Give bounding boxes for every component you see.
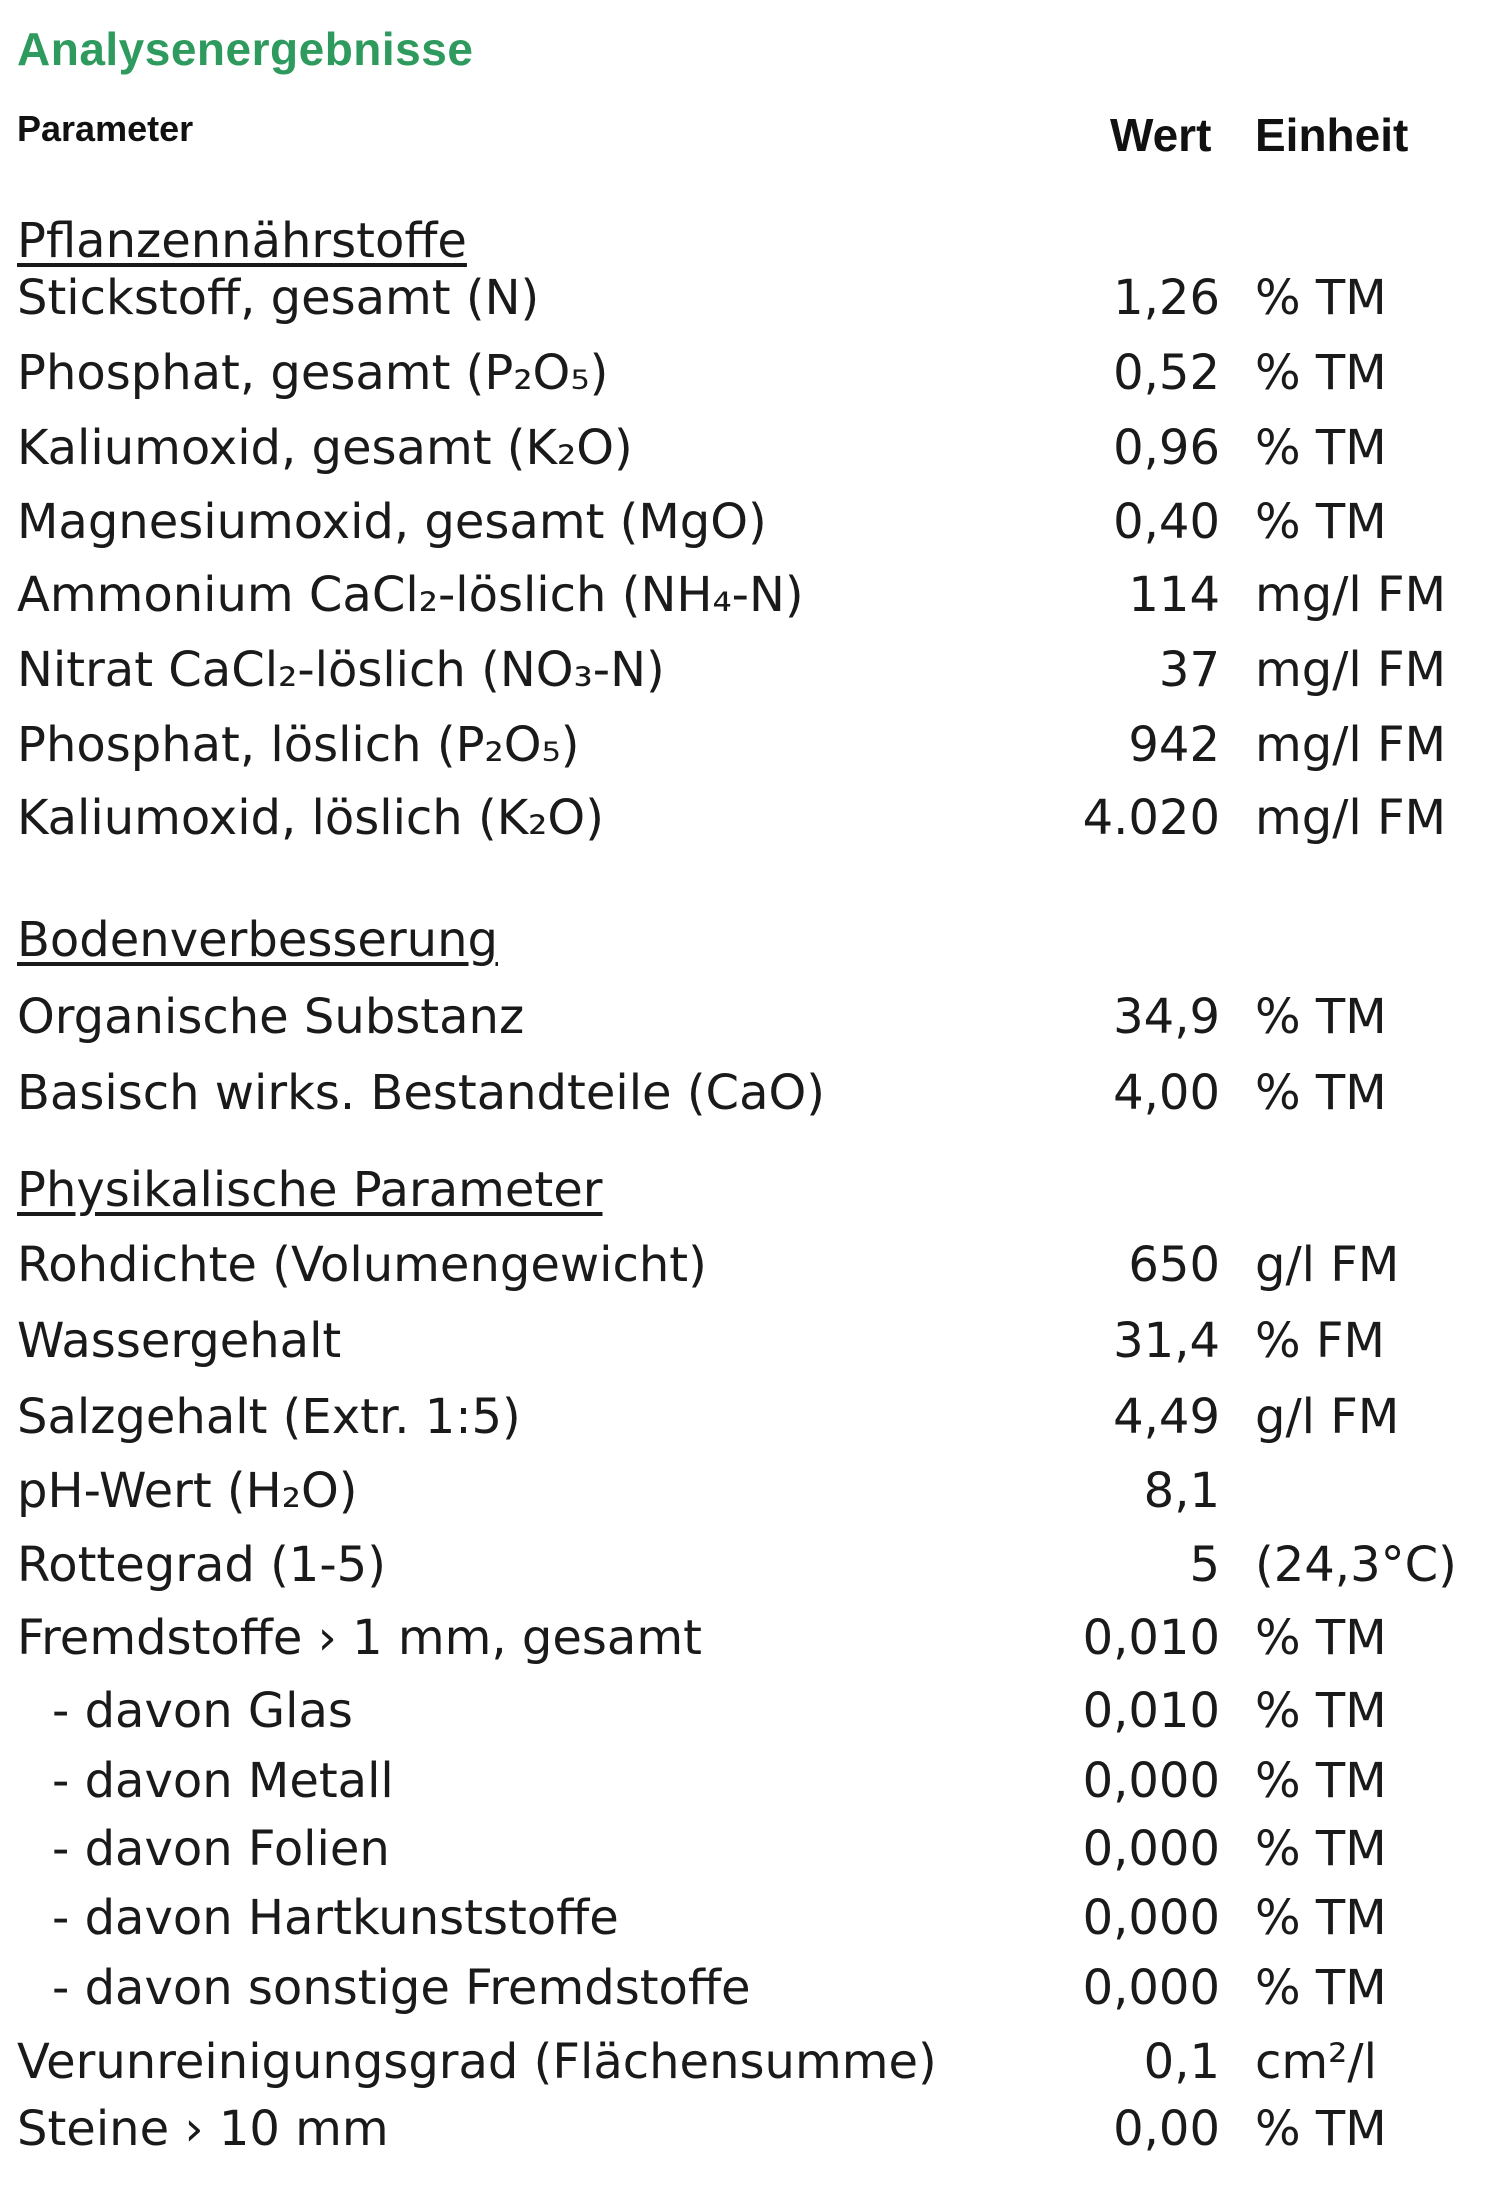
page-title: Analysenergebnisse [17, 23, 474, 75]
table-row [0, 338, 1500, 408]
row-unit: % TM [1255, 1821, 1387, 1877]
row-label: Ammonium CaCl₂-löslich (NH₄-N) [17, 567, 804, 623]
row-label: Wassergehalt [17, 1313, 342, 1369]
row-unit: % TM [1255, 1960, 1387, 2016]
row-value: 1,26 [1113, 270, 1220, 326]
row-value: 4.020 [1082, 790, 1220, 846]
table-row [0, 1603, 1500, 1673]
row-value: 0,1 [1143, 2034, 1220, 2090]
row-label: - davon Folien [52, 1821, 390, 1877]
table-row [0, 710, 1500, 780]
row-unit: % TM [1255, 420, 1387, 476]
row-unit: % FM [1255, 1313, 1385, 1369]
row-label: Salzgehalt (Extr. 1:5) [17, 1389, 521, 1445]
row-unit: mg/l FM [1255, 567, 1447, 623]
row-value: 942 [1128, 717, 1220, 773]
row-value: 0,000 [1082, 1890, 1220, 1946]
table-row [0, 1676, 1500, 1746]
row-label: Phosphat, löslich (P₂O₅) [17, 717, 580, 773]
row-label: Steine › 10 mm [17, 2101, 389, 2157]
row-label: Kaliumoxid, gesamt (K₂O) [17, 420, 633, 476]
row-label: Magnesiumoxid, gesamt (MgO) [17, 494, 767, 550]
row-unit: g/l FM [1255, 1389, 1400, 1445]
row-unit: mg/l FM [1255, 717, 1447, 773]
row-value: 0,000 [1082, 1821, 1220, 1877]
row-unit: % TM [1255, 1753, 1387, 1809]
row-label: Rohdichte (Volumengewicht) [17, 1237, 707, 1293]
table-row [0, 1746, 1500, 1816]
table-row [0, 1883, 1500, 1953]
table-row [0, 1058, 1500, 1128]
row-label: Rottegrad (1-5) [17, 1537, 386, 1593]
row-value: 34,9 [1113, 989, 1220, 1045]
row-label: - davon Metall [52, 1753, 394, 1809]
row-value: 31,4 [1113, 1313, 1220, 1369]
table-row [0, 1382, 1500, 1452]
row-value: 0,00 [1113, 2101, 1220, 2157]
table-row [0, 1814, 1500, 1884]
column-header-wert: Wert [1110, 109, 1212, 161]
row-value: 0,000 [1082, 1753, 1220, 1809]
table-row [0, 413, 1500, 483]
row-label: - davon sonstige Fremdstoffe [52, 1960, 751, 2016]
row-unit: % TM [1255, 345, 1387, 401]
row-value: 0,010 [1082, 1683, 1220, 1739]
table-row [0, 560, 1500, 630]
row-value: 114 [1128, 567, 1220, 623]
row-value: 0,000 [1082, 1960, 1220, 2016]
row-unit: % TM [1255, 1610, 1387, 1666]
section-heading: Bodenverbesserung [17, 912, 498, 968]
table-row [0, 2094, 1500, 2164]
row-unit: % TM [1255, 1065, 1387, 1121]
row-label: - davon Hartkunststoffe [52, 1890, 619, 1946]
table-row [0, 1953, 1500, 2023]
row-value: 4,00 [1113, 1065, 1220, 1121]
row-unit: % TM [1255, 494, 1387, 550]
row-label: Kaliumoxid, löslich (K₂O) [17, 790, 604, 846]
row-value: 8,1 [1143, 1463, 1220, 1519]
column-header-einheit: Einheit [1255, 109, 1409, 161]
row-value: 37 [1158, 642, 1220, 698]
row-unit: cm²/l [1255, 2034, 1377, 2090]
table-row [0, 635, 1500, 705]
row-value: 5 [1189, 1537, 1220, 1593]
row-unit: g/l FM [1255, 1237, 1400, 1293]
row-unit: % TM [1255, 270, 1387, 326]
row-label: Phosphat, gesamt (P₂O₅) [17, 345, 609, 401]
table-row [0, 1230, 1500, 1300]
row-label: pH-Wert (H₂O) [17, 1463, 358, 1519]
row-label: Nitrat CaCl₂-löslich (NO₃-N) [17, 642, 665, 698]
table-row [0, 487, 1500, 557]
row-unit: % TM [1255, 1890, 1387, 1946]
row-value: 4,49 [1113, 1389, 1220, 1445]
row-label: Fremdstoffe › 1 mm, gesamt [17, 1610, 702, 1666]
table-row [0, 2027, 1500, 2097]
table-row [0, 982, 1500, 1052]
row-value: 650 [1128, 1237, 1220, 1293]
row-unit: (24,3°C) [1255, 1537, 1457, 1593]
row-label: Verunreinigungsgrad (Flächensumme) [17, 2034, 937, 2090]
row-unit: mg/l FM [1255, 790, 1447, 846]
row-unit: mg/l FM [1255, 642, 1447, 698]
row-label: - davon Glas [52, 1683, 353, 1739]
row-label: Stickstoff, gesamt (N) [17, 270, 540, 326]
row-unit: % TM [1255, 2101, 1387, 2157]
table-row [0, 783, 1500, 853]
row-label: Organische Substanz [17, 989, 525, 1045]
row-value: 0,010 [1082, 1610, 1220, 1666]
row-unit: % TM [1255, 1683, 1387, 1739]
table-row [0, 1530, 1500, 1600]
table-row [0, 263, 1500, 333]
row-value: 0,40 [1113, 494, 1220, 550]
section-heading: Pflanzennährstoffe [17, 213, 467, 269]
table-row [0, 1306, 1500, 1376]
row-value: 0,96 [1113, 420, 1220, 476]
row-value: 0,52 [1113, 345, 1220, 401]
section-heading: Physikalische Parameter [17, 1162, 603, 1218]
row-label: Basisch wirks. Bestandteile (CaO) [17, 1065, 825, 1121]
table-row [0, 1456, 1500, 1526]
row-unit: % TM [1255, 989, 1387, 1045]
column-header-parameter: Parameter [17, 108, 194, 149]
